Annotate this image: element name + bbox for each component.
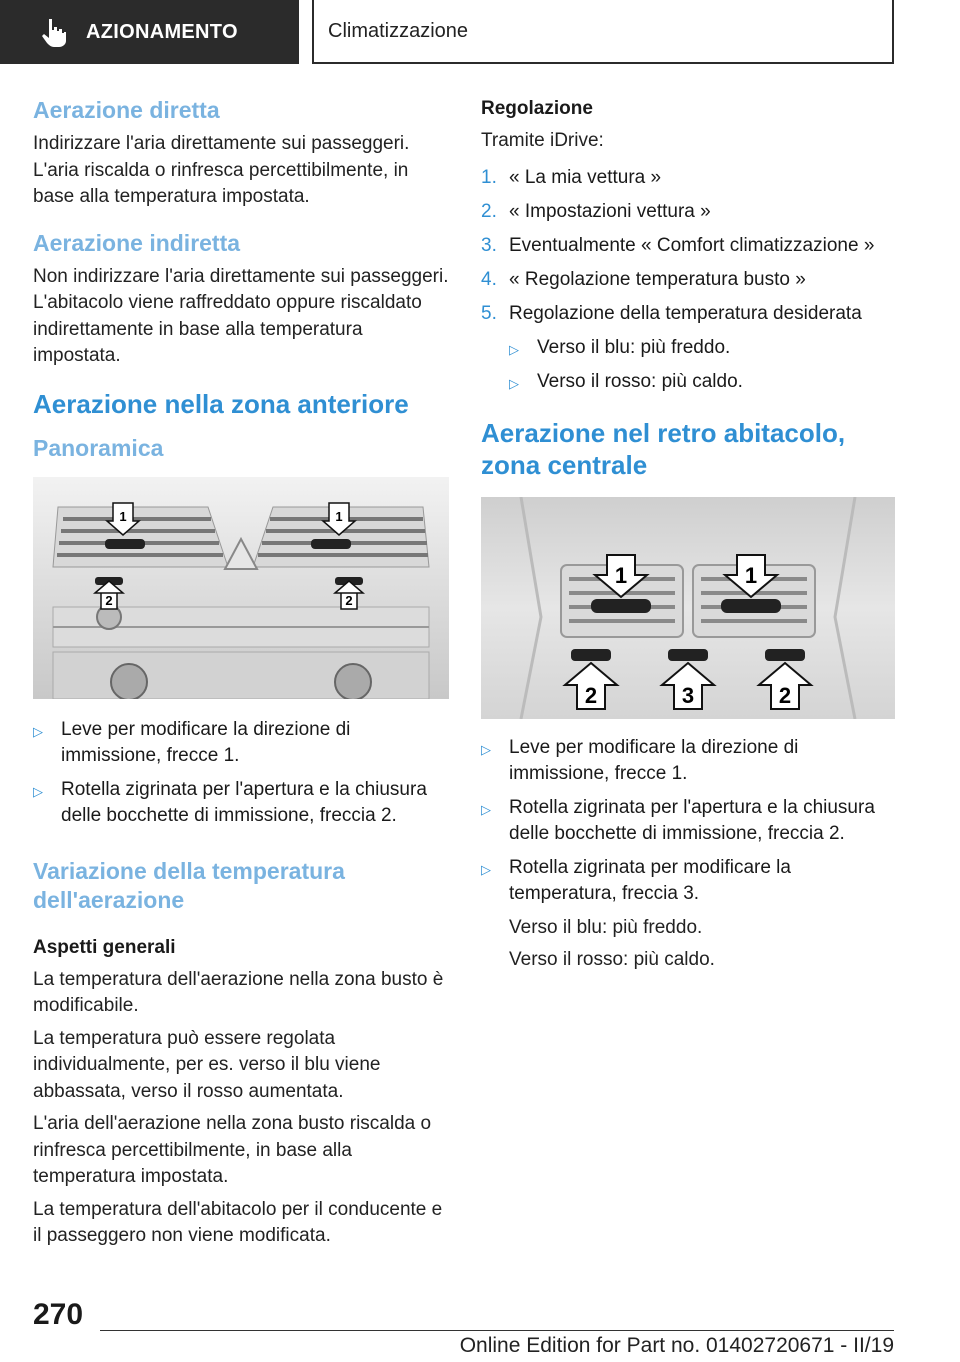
- heading-aerazione-diretta: Aerazione diretta: [33, 97, 220, 123]
- section-tab: [0, 0, 299, 64]
- triangle-bullet-icon: ▷: [481, 801, 491, 817]
- text-aerazione-indiretta: Non indirizzare l'aria direttamente sui passeggeri. L'abitacolo viene raffreddato oppure riscaldato indirettamente in base alla temperatura impostata.: [33, 265, 449, 366]
- list-item: ▷ Leve per modificare la direzione di immissione, frecce 1.: [33, 717, 449, 769]
- paragraph: Verso il blu: più freddo.: [509, 916, 703, 938]
- rear-vents-illustration: [481, 497, 895, 719]
- list-subitem: ▷ Verso il rosso: più caldo.: [509, 369, 897, 397]
- rear-label-3: 3: [681, 682, 695, 708]
- right-column: [481, 96, 897, 974]
- triangle-bullet-icon: ▷: [33, 723, 43, 739]
- chapter-title: Climatizzazione: [328, 19, 469, 42]
- front-vents-illustration: [33, 477, 449, 699]
- front-label-1b: 1: [335, 508, 343, 524]
- footer-divider: [100, 1330, 894, 1331]
- paragraph: L'aria dell'aerazione nella zona busto riscalda o rinfresca percettibilmente, in base alla temperatura impostata.: [33, 1113, 432, 1187]
- list-item: ▷ Leve per modificare la direzione di immissione, frecce 1.: [481, 735, 897, 787]
- figure-rear-vents: [481, 497, 895, 719]
- triangle-bullet-icon: ▷: [509, 341, 519, 357]
- paragraph: La temperatura può essere regolata individualmente, per es. verso il blu viene abbassata, verso il rosso aumentata.: [33, 1027, 381, 1102]
- list-item: ▷ Rotella zigrinata per modificare la temperatura, freccia 3.: [481, 855, 897, 907]
- footer-edition: Online Edition for Part no. 01402720671 - II/19: [459, 1334, 894, 1357]
- heading-aerazione-indiretta: Aerazione indiretta: [33, 229, 241, 256]
- paragraph: Verso il rosso: più caldo.: [509, 949, 715, 970]
- figure-front-vents: [33, 477, 449, 699]
- heading-variazione: Variazione della temperatura dell'aerazione: [33, 857, 345, 913]
- paragraph: La temperatura dell'aerazione nella zona busto è modificabile.: [33, 968, 444, 1016]
- heading-zona-anteriore: Aerazione nella zona anteriore: [33, 388, 409, 419]
- text-aerazione-diretta: Indirizzare l'aria direttamente sui passeggeri. L'aria riscalda o rinfresca percettibilmente, in base alla temperatura impostata.: [33, 133, 410, 207]
- list-item: ▷ Rotella zigrinata per l'apertura e la chiusura delle bocchette di immissione, freccia 2.: [33, 777, 449, 829]
- heading-aspetti-generali: Aspetti generali: [33, 936, 176, 958]
- list-item: 2. « Impostazioni vettura »: [481, 200, 711, 222]
- triangle-bullet-icon: ▷: [33, 783, 43, 799]
- section-label: AZIONAMENTO: [86, 20, 238, 43]
- rear-label-1a: 1: [614, 562, 628, 588]
- list-subitem: ▷ Verso il blu: più freddo.: [509, 335, 897, 363]
- front-label-2b: 2: [345, 592, 353, 608]
- paragraph: La temperatura dell'abitacolo per il conducente e il passeggero non viene modificata.: [33, 1198, 443, 1246]
- list-item: 3. Eventualmente « Comfort climatizzazione »: [481, 234, 875, 256]
- chapter-box: [312, 0, 894, 64]
- page-number: 270: [33, 1298, 84, 1331]
- hand-pointer-icon: [40, 17, 66, 47]
- heading-retro-abitacolo: Aerazione nel retro abitacolo, zona centrale: [481, 417, 846, 480]
- list-item: 1. « La mia vettura »: [481, 166, 662, 188]
- list-item: 4. « Regolazione temperatura busto »: [481, 268, 806, 290]
- left-column: [33, 96, 449, 1250]
- heading-panoramica: Panoramica: [33, 434, 164, 461]
- text-tramite: Tramite iDrive:: [481, 130, 604, 151]
- list-item: 5. Regolazione della temperatura desiderata: [481, 302, 862, 324]
- front-label-1a: 1: [119, 508, 127, 524]
- rear-label-1b: 1: [744, 562, 758, 588]
- list-item: ▷ Rotella zigrinata per l'apertura e la chiusura delle bocchette di immissione, freccia 2.: [481, 795, 897, 847]
- triangle-bullet-icon: ▷: [509, 375, 519, 391]
- triangle-bullet-icon: ▷: [481, 741, 491, 757]
- heading-regolazione: Regolazione: [481, 98, 593, 119]
- triangle-bullet-icon: ▷: [481, 861, 491, 877]
- front-label-2a: 2: [105, 592, 113, 608]
- rear-label-2a: 2: [584, 682, 598, 708]
- rear-label-2b: 2: [778, 682, 792, 708]
